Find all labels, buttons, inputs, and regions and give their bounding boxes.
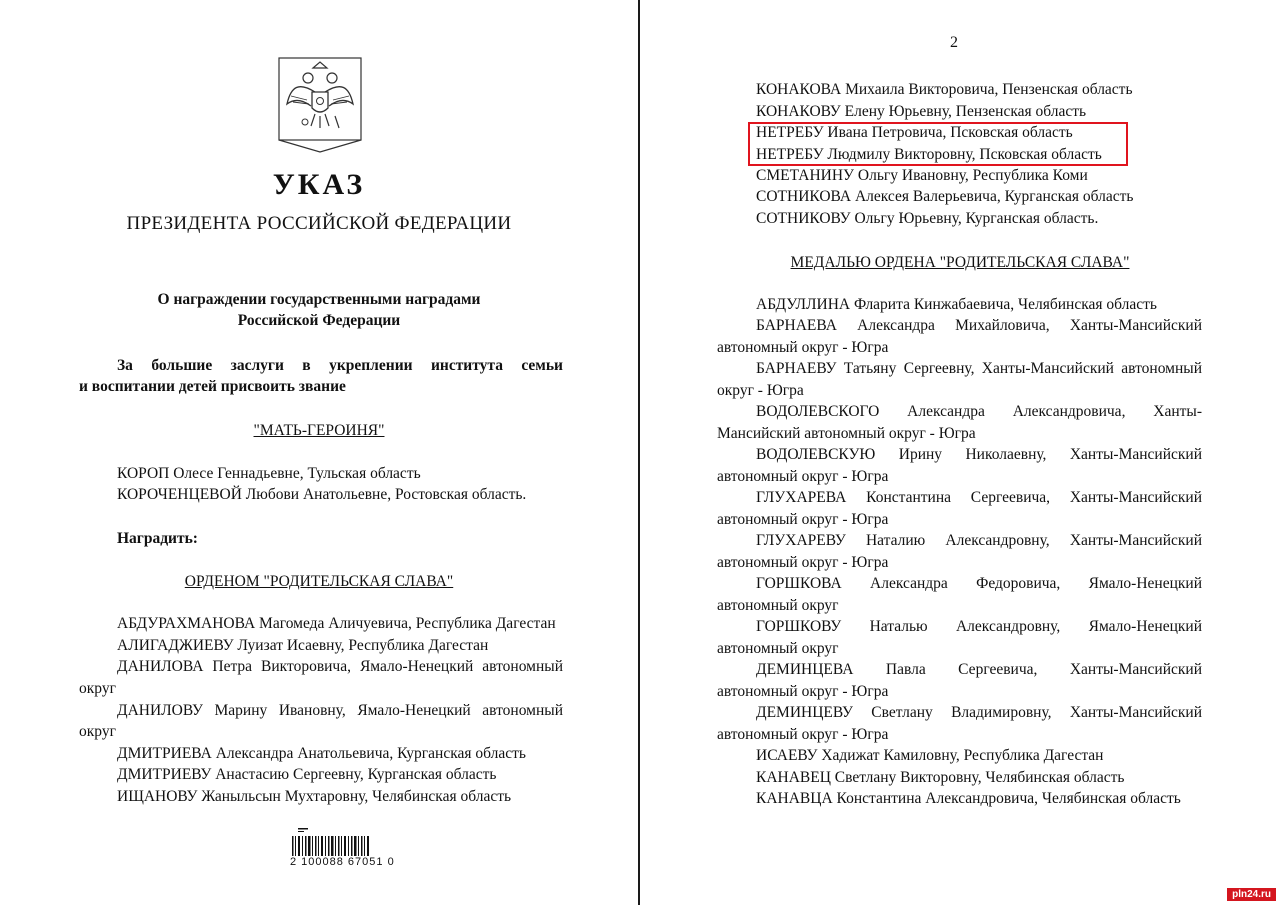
page-number: 2 bbox=[950, 34, 958, 51]
list-item: ДМИТРИЕВУ Анастасию Сергеевну, Курганская область bbox=[117, 766, 497, 783]
list-item: КОНАКОВУ Елену Юрьевну, Пензенская область bbox=[756, 103, 1087, 120]
list-item: АБДУРАХМАНОВА Магомеда Аличуевича, Республика Дагестан bbox=[117, 615, 556, 632]
list-item: ДЕМИНЦЕВА Павла Сергеевича, Ханты-Мансийский bbox=[756, 661, 1202, 678]
list-item: автономный округ - Югра bbox=[717, 339, 889, 356]
list-item: ГЛУХАРЕВУ Наталию Александровну, Ханты-Мансийский bbox=[756, 532, 1202, 549]
decree-heading-line2: Российской Федерации bbox=[237, 312, 401, 329]
list-item: автономный округ - Югра bbox=[717, 554, 889, 571]
list-item: АБДУЛЛИНА Фларита Кинжабаевича, Челябинская область bbox=[756, 296, 1157, 313]
list-item: БАРНАЕВА Александра Михайловича, Ханты-Мансийский bbox=[756, 317, 1202, 334]
list-item: ГОРШКОВА Александра Федоровича, Ямало-Ненецкий bbox=[756, 575, 1202, 592]
left-page bbox=[0, 0, 638, 905]
list-item: ДАНИЛОВУ Марину Ивановну, Ямало-Ненецкий автономный bbox=[117, 702, 563, 719]
list-item: автономный округ bbox=[717, 640, 839, 657]
list-item: КОРОП Олесе Геннадьевне, Тульская область bbox=[117, 465, 421, 482]
medal-heading: МЕДАЛЬЮ ОРДЕНА "РОДИТЕЛЬСКАЯ СЛАВА" bbox=[790, 254, 1130, 271]
list-item: СОТНИКОВУ Ольгу Юрьевну, Курганская область. bbox=[756, 210, 1099, 227]
list-item: автономный округ - Югра bbox=[717, 726, 889, 743]
list-item-highlighted: НЕТРЕБУ Людмилу Викторовну, Псковская область bbox=[756, 146, 1102, 163]
list-item: ГОРШКОВУ Наталью Александровну, Ямало-Ненецкий bbox=[756, 618, 1202, 635]
list-item-highlighted: НЕТРЕБУ Ивана Петровича, Псковская область bbox=[756, 124, 1073, 141]
preamble-line2: и воспитании детей присвоить звание bbox=[79, 378, 346, 395]
mother-heroine-heading: "МАТЬ-ГЕРОИНЯ" bbox=[253, 422, 385, 439]
barcode-number: 2 100088 67051 0 bbox=[290, 856, 395, 868]
list-item: СМЕТАНИНУ Ольгу Ивановну, Республика Коми bbox=[756, 167, 1088, 184]
list-item: КАНАВЦА Константина Александровича, Челябинская область bbox=[756, 790, 1181, 807]
list-item: Мансийский автономный округ - Югра bbox=[717, 425, 976, 442]
right-page bbox=[640, 0, 1280, 905]
highlight-box bbox=[748, 122, 1128, 166]
list-item: ДАНИЛОВА Петра Викторовича, Ямало-Ненецкий автономный bbox=[117, 658, 563, 675]
list-item: ВОДОЛЕВСКОГО Александра Александровича, Ханты- bbox=[756, 403, 1202, 420]
list-item: автономный округ bbox=[717, 597, 839, 614]
list-item: автономный округ - Югра bbox=[717, 683, 889, 700]
list-item: АЛИГАДЖИЕВУ Луизат Исаевну, Республика Дагестан bbox=[117, 637, 489, 654]
watermark-logo: pln24.ru bbox=[1227, 888, 1276, 901]
list-item: ВОДОЛЕВСКУЮ Ирину Николаевну, Ханты-Мансийский bbox=[756, 446, 1202, 463]
preamble-line1: За большие заслуги в укреплении института семьи bbox=[117, 357, 563, 374]
list-item: СОТНИКОВА Алексея Валерьевича, Курганская область bbox=[756, 188, 1134, 205]
list-item: ГЛУХАРЕВА Константина Сергеевича, Ханты-Мансийский bbox=[756, 489, 1202, 506]
list-item: КОРОЧЕНЦЕВОЙ Любови Анатольевне, Ростовская область. bbox=[117, 486, 527, 503]
list-item: округ bbox=[79, 723, 116, 740]
list-item: автономный округ - Югра bbox=[717, 511, 889, 528]
list-item: ИЩАНОВУ Жаныльсын Мухтаровну, Челябинская область bbox=[117, 788, 512, 805]
list-item: автономный округ - Югра bbox=[717, 468, 889, 485]
order-heading: ОРДЕНОМ "РОДИТЕЛЬСКАЯ СЛАВА" bbox=[184, 573, 454, 590]
list-item: ДЕМИНЦЕВУ Светлану Владимировну, Ханты-Мансийский bbox=[756, 704, 1202, 721]
list-item: ДМИТРИЕВА Александра Анатольевича, Курганская область bbox=[117, 745, 526, 762]
decree-subtitle: ПРЕЗИДЕНТА РОССИЙСКОЙ ФЕДЕРАЦИИ bbox=[126, 213, 512, 234]
list-item: БАРНАЕВУ Татьяну Сергеевну, Ханты-Мансийский автономный bbox=[756, 360, 1202, 377]
list-item: округ - Югра bbox=[717, 382, 804, 399]
decree-title: УКАЗ bbox=[272, 168, 366, 201]
list-item: округ bbox=[79, 680, 116, 697]
coat-of-arms-emblem bbox=[277, 56, 363, 154]
list-item: ИСАЕВУ Хадижат Камиловну, Республика Дагестан bbox=[756, 747, 1104, 764]
decree-heading-line1: О награждении государственными наградами bbox=[157, 291, 481, 308]
list-item: КОНАКОВА Михаила Викторовича, Пензенская область bbox=[756, 81, 1133, 98]
list-item: КАНАВЕЦ Светлану Викторовну, Челябинская область bbox=[756, 769, 1125, 786]
award-label: Наградить: bbox=[117, 530, 198, 547]
